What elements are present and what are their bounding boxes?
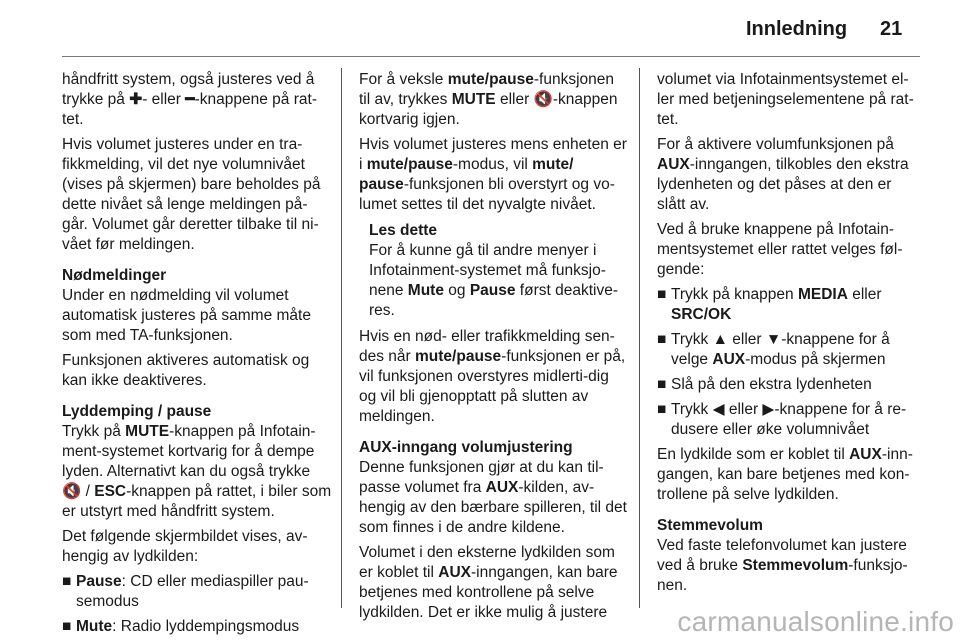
bullet-icon: ■	[657, 401, 667, 418]
mute-icon: 🔇	[533, 91, 553, 108]
text: Mute	[76, 618, 113, 635]
key-label: mute/pause	[447, 71, 534, 88]
text: -inngangen, kan bare betjenes med kontrollene på selve lydkilden. Det er ikke mulig å justere	[359, 564, 618, 621]
text: -knappen på rattet, i biler som er utstyrt med håndfritt system.	[62, 483, 332, 520]
text: Volumet i den eksterne lydkilden som er koblet til	[359, 544, 615, 581]
text: Trykk på knappen	[671, 286, 798, 303]
text: Trykk ▲ eller ▼-knappene for å velge	[671, 331, 890, 368]
text: -inn-gangen, kan bare betjenes med kon-trollene på selve lydkilden.	[657, 446, 913, 503]
key-label: MEDIA	[797, 286, 848, 303]
bullet-icon: ■	[657, 331, 667, 348]
note-box	[359, 221, 627, 321]
text: -funksjo-nen.	[657, 557, 908, 594]
key-label: ESC	[94, 483, 127, 500]
text: -funksjonen er på, vil funksjonen overstyres midlerti-dig og vil bli gjenopptatt på slutten av meldingen.	[359, 348, 626, 425]
column-1	[62, 70, 332, 642]
text: -knappen på Infotain-ment-systemet kortvarig for å dempe lyden. Alternativt kan du også trykke	[62, 423, 316, 480]
key-label: Pause	[469, 282, 516, 299]
page-header	[0, 0, 960, 70]
text: -funksjonen bli overstyrt og vo-lumet settes til det nyvalgte nivået.	[359, 176, 615, 213]
text: : CD eller mediaspiller pau-semodus	[76, 573, 309, 610]
text: -kilden, av-hengig av den bærbare spilleren, til det som finnes i de andre kildene.	[359, 479, 627, 536]
text: Trykk på	[62, 423, 126, 440]
paragraph: Hvis volumet justeres under en tra-fikkmelding, vil det nye volumnivået (vises på skjermen) bare beholdes på dette nivået så lenge meldingen på-går. Volumet går deretter tilbake til ni-vået før meldingen.	[62, 136, 321, 253]
key-label: Stemmevolum	[742, 557, 849, 574]
paragraph	[657, 536, 923, 596]
text: En lydkilde som er koblet til	[657, 446, 850, 463]
text: eller	[847, 286, 882, 303]
paragraph	[359, 458, 627, 538]
text: For å aktivere volumfunksjonen på	[657, 136, 894, 153]
paragraph: Det følgende skjermbildet vises, av-hengig av lydkilden:	[62, 528, 308, 565]
paragraph	[657, 135, 923, 215]
text: Hvis en nød- eller trafikkmelding sen-des når	[359, 328, 615, 365]
key-label: AUX	[438, 564, 471, 581]
watermark: carmanualsonline.info	[677, 606, 954, 637]
text: Ved faste telefonvolumet kan justere ved å bruke	[657, 537, 907, 574]
section-heading: Nødmeldinger	[62, 267, 167, 284]
paragraph: volumet via Infotainmentsystemet el-ler med betjeningselementene på rat-tet.	[657, 71, 914, 128]
key-label: SRC/OK	[671, 306, 732, 323]
list-item	[657, 400, 923, 440]
text: -modus, vil	[452, 156, 533, 173]
column-3	[657, 70, 923, 601]
text: -knappen kortvarig igjen.	[359, 91, 618, 128]
plus-icon: ✚	[129, 91, 143, 108]
page-title: Innledning	[746, 18, 848, 40]
text: og	[443, 282, 470, 299]
key-label: MUTE	[451, 91, 496, 108]
bullet-icon: ■	[657, 286, 667, 303]
key-label: AUX	[849, 446, 882, 463]
list-item	[657, 285, 923, 325]
bullet-icon: ■	[62, 573, 72, 590]
key-label: AUX	[657, 156, 690, 173]
text: først deaktive-res.	[369, 282, 618, 319]
column-divider	[639, 68, 640, 608]
column-2	[359, 70, 627, 628]
key-label: Mute	[407, 282, 444, 299]
column-divider	[341, 68, 342, 608]
section-heading: Stemmevolum	[657, 517, 763, 534]
header-divider	[62, 56, 920, 57]
paragraph: Funksjonen aktiveres automatisk og kan ikke deaktiveres.	[62, 352, 310, 389]
list-item	[62, 617, 332, 637]
text: - eller	[142, 91, 186, 108]
paragraph: Under en nødmelding vil volumet automatisk justeres på samme måte som med TA-funksjonen.	[62, 287, 311, 344]
text: Denne funksjonen gjør at du kan til-passe volumet fra	[359, 459, 604, 496]
list-item	[657, 375, 923, 395]
text: Pause	[76, 573, 122, 590]
key-label: AUX	[485, 479, 519, 496]
text: eller	[495, 91, 534, 108]
key-label: mute/pause	[366, 156, 453, 173]
text: : Radio lyddempingsmodus	[112, 618, 300, 635]
text: -inngangen, tilkobles den ekstra lydenheten og det påses at den er slått av.	[657, 156, 909, 213]
paragraph	[657, 445, 923, 505]
paragraph	[359, 135, 627, 215]
paragraph	[359, 543, 627, 623]
text: -modus på skjermen	[745, 351, 886, 368]
section-heading: Lyddemping / pause	[62, 403, 212, 420]
text: -knappene på rat-tet.	[62, 91, 317, 128]
key-label: mute/pause	[415, 348, 502, 365]
paragraph	[359, 70, 627, 130]
list-item	[657, 330, 923, 370]
list-item	[62, 572, 332, 612]
text: -funksjonen til av, trykkes	[359, 71, 615, 108]
section-heading: AUX-inngang volumjustering	[359, 439, 573, 456]
note-text	[369, 241, 627, 321]
page-number: 21	[880, 18, 903, 40]
paragraph: Ved å bruke knappene på Infotain-mentsystemet eller rattet velges føl-gende:	[657, 221, 903, 278]
paragraph	[62, 422, 332, 522]
key-label: mute/ pause	[359, 156, 574, 193]
bullet-icon: ■	[657, 376, 667, 393]
text: For å veksle	[359, 71, 448, 88]
text: håndfritt system, også justeres ved å trykke på	[62, 71, 315, 108]
text: Slå på den ekstra lydenheten	[671, 376, 872, 393]
minus-icon: ━	[185, 91, 195, 108]
paragraph	[62, 70, 332, 130]
key-label: MUTE	[125, 423, 170, 440]
note-title: Les dette	[369, 222, 438, 239]
text: Hvis volumet justeres mens enheten er i	[359, 136, 627, 173]
key-label: AUX	[712, 351, 746, 368]
bullet-icon: ■	[62, 618, 72, 635]
mute-icon: 🔇	[62, 483, 82, 500]
paragraph	[359, 327, 627, 427]
text: /	[81, 483, 95, 500]
text: Trykk ◀ eller ▶-knappene for å re-dusere eller øke volumnivået	[671, 401, 907, 438]
text: For å kunne gå til andre menyer i Infotainment-systemet må funksjo-nene	[369, 242, 606, 299]
